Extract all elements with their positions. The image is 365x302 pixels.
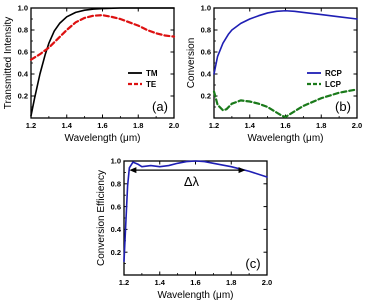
y-tick-label: 0.4 <box>110 225 121 235</box>
panel-label: (c) <box>245 256 261 271</box>
x-tick-label: 2.0 <box>261 278 273 287</box>
chart-panel-3 <box>96 157 272 301</box>
x-axis-label: Wavelength (μm) <box>247 133 324 144</box>
x-tick-label: 1.4 <box>244 121 255 130</box>
x-axis-label: Wavelength (μm) <box>157 290 234 301</box>
y-tick-label: 0.4 <box>200 69 211 79</box>
x-tick-label: 1.4 <box>154 278 165 287</box>
y-tick-label: 1.0 <box>200 3 211 13</box>
x-tick-label: 1.8 <box>226 278 237 287</box>
y-tick-label: 1.0 <box>110 156 121 166</box>
arrowhead-left <box>129 167 136 173</box>
legend-label: RCP <box>325 69 342 78</box>
x-tick-label: 1.6 <box>190 278 201 287</box>
series-line-te <box>31 15 174 60</box>
x-tick-label: 1.2 <box>118 278 130 287</box>
y-tick-label: 0.6 <box>200 47 211 57</box>
legend-label: LCP <box>325 80 341 89</box>
series-line-rcp <box>214 11 357 74</box>
legend <box>128 69 158 89</box>
panel-label: (b) <box>335 99 351 114</box>
chart-panel-2 <box>186 4 362 144</box>
x-tick-label: 2.0 <box>351 121 363 130</box>
y-axis-label: Transmitted Intensity <box>3 16 14 110</box>
legend <box>307 69 343 89</box>
panel-label: (a) <box>152 99 168 114</box>
x-tick-label: 1.2 <box>25 121 37 130</box>
chart-panel-1 <box>3 4 179 144</box>
y-tick-label: 0.6 <box>110 202 121 212</box>
x-tick-label: 1.8 <box>133 121 144 130</box>
y-tick-label: 0.8 <box>200 25 211 35</box>
x-tick-label: 1.2 <box>208 121 220 130</box>
x-tick-label: 1.6 <box>280 121 291 130</box>
y-tick-label: 0.8 <box>110 179 121 189</box>
y-axis-label: Conversion <box>186 37 197 89</box>
y-tick-label: 0.2 <box>17 91 28 101</box>
arrowhead-right <box>239 167 246 173</box>
x-tick-label: 2.0 <box>168 121 180 130</box>
y-tick-label: 1.0 <box>17 3 28 13</box>
legend-label: TE <box>146 80 157 89</box>
x-tick-label: 1.6 <box>97 121 108 130</box>
y-tick-label: 0.6 <box>17 47 28 57</box>
y-axis-label: Conversion Efficiency <box>96 170 107 266</box>
y-tick-label: 0.8 <box>17 25 28 35</box>
x-tick-label: 1.8 <box>316 121 327 130</box>
x-axis-label: Wavelength (μm) <box>64 133 141 144</box>
legend-label: TM <box>146 69 158 78</box>
x-tick-label: 1.4 <box>61 121 72 130</box>
y-tick-label: 0.2 <box>200 91 211 101</box>
y-tick-label: 0.2 <box>110 247 121 257</box>
bandwidth-annotation: Δλ <box>183 174 200 190</box>
y-tick-label: 0.4 <box>17 69 28 79</box>
